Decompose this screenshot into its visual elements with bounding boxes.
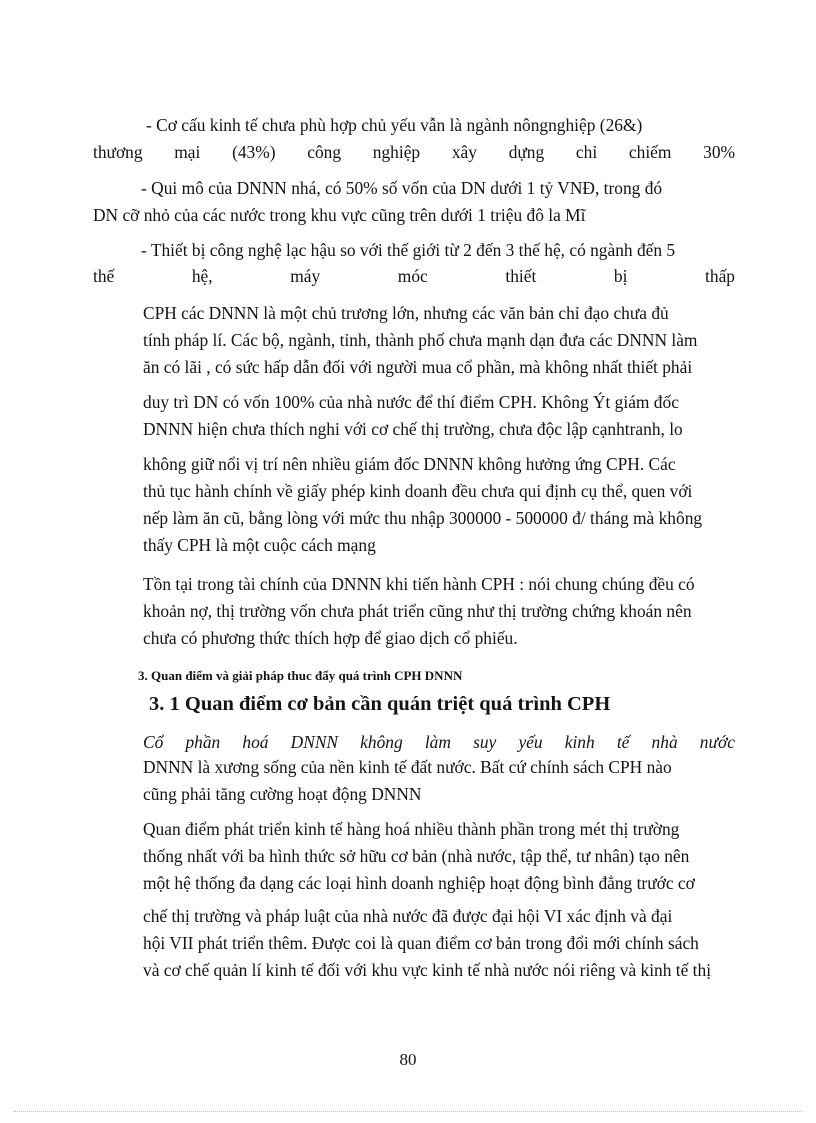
text-line-13: thủ tục hành chính về giấy phép kinh doanh đều chưa qui định cụ thể, quen với [143, 481, 693, 501]
text-line-14: nếp làm ăn cũ, bằng lòng với mức thu nhập 300000 - 500000 đ/ tháng mà không [143, 508, 703, 528]
text-line-12: không giữ nổi vị trí nên nhiều giám đốc DNNN không hưởng ứng CPH. Các [143, 454, 676, 474]
text-line-8: tính pháp lí. Các bộ, ngành, tỉnh, thành phố chưa mạnh dạn đưa các DNNN làm [143, 330, 698, 350]
text-line-25: hội VII phát triển thêm. Được coi là quan điểm cơ bản trong đổi mới chính sách [143, 933, 699, 953]
text-line-5: - Thiết bị công nghệ lạc hậu so với thế giới từ 2 đến 3 thế hệ, có ngành đến 5 [141, 240, 676, 260]
section-heading-3-1: 3. 1 Quan điểm cơ bản cần quán triệt quá trình CPH [149, 693, 611, 715]
text-line-4: DN cỡ nhỏ của các nước trong khu vực cũng trên dưới 1 triệu đô la Mĩ [93, 205, 586, 225]
text-line-19: DNNN là xương sống của nền kinh tế đất nước. Bất cứ chính sách CPH nào [143, 757, 672, 777]
text-line-18: chưa có phương thức thích hợp để giao dịch cổ phiếu. [143, 628, 518, 648]
text-line-16: Tồn tại trong tài chính của DNNN khi tiến hành CPH : nói chung chúng đều có [143, 574, 695, 594]
section-heading-3: 3. Quan điểm và giải pháp thuc đẩy quá trình CPH DNNN [138, 668, 463, 683]
text-line-11: DNNN hiện chưa thích nghi với cơ chế thị trường, chưa độc lập cạnhtranh, lo [143, 419, 683, 439]
text-line-10: duy trì DN có vốn 100% của nhà nước để thí điểm CPH. Không Ýt giám đốc [143, 392, 679, 412]
text-line-20: cũng phải tăng cường hoạt động DNNN [143, 784, 422, 804]
text-line-21: Quan điểm phát triển kinh tế hàng hoá nhiều thành phần trong mét thị trường [143, 819, 680, 839]
page-bottom-divider [14, 1111, 802, 1112]
text-line-26: và cơ chế quản lí kinh tế đối với khu vực kinh tế nhà nước nói riêng và kinh tế thị [143, 960, 712, 980]
text-line-15: thấy CPH là một cuộc cách mạng [143, 535, 376, 555]
text-line-24: chế thị trường và pháp luật của nhà nước đã được đại hội VI xác định và đại [143, 906, 673, 926]
italic-subheading: Cổ phần hoá DNNN không làm suy yếu kinh tế nhà nước [143, 732, 735, 752]
text-line-1: - Cơ cấu kinh tế chưa phù hợp chủ yếu vẫn là ngành nôngnghiệp (26&) [146, 115, 643, 135]
text-line-7: CPH các DNNN là một chủ trương lớn, nhưng các văn bản chỉ đạo chưa đủ [143, 303, 669, 323]
text-line-9: ăn có lãi , có sức hấp dẫn đối với người mua cổ phần, mà không nhất thiết phải [143, 357, 693, 377]
text-line-23: một hệ thống đa dạng các loại hình doanh nghiệp hoạt động bình đẳng trước cơ [143, 873, 695, 893]
page-number: 80 [399, 1050, 417, 1069]
text-line-3: - Qui mô của DNNN nhá, có 50% số vốn của DN dưới 1 tỷ VNĐ, trong đó [141, 178, 663, 198]
text-line-22: thống nhất với ba hình thức sở hữu cơ bản (nhà nước, tập thể, tư nhân) tạo nên [143, 846, 690, 866]
text-line-6: thế hệ, máy móc thiết bị thấp [93, 266, 735, 286]
text-line-2: thương mại (43%) công nghiệp xây dựng chỉ chiếm 30% [93, 142, 735, 162]
text-line-17: khoản nợ, thị trường vốn chưa phát triển cũng như thị trường chứng khoán nên [143, 601, 692, 621]
